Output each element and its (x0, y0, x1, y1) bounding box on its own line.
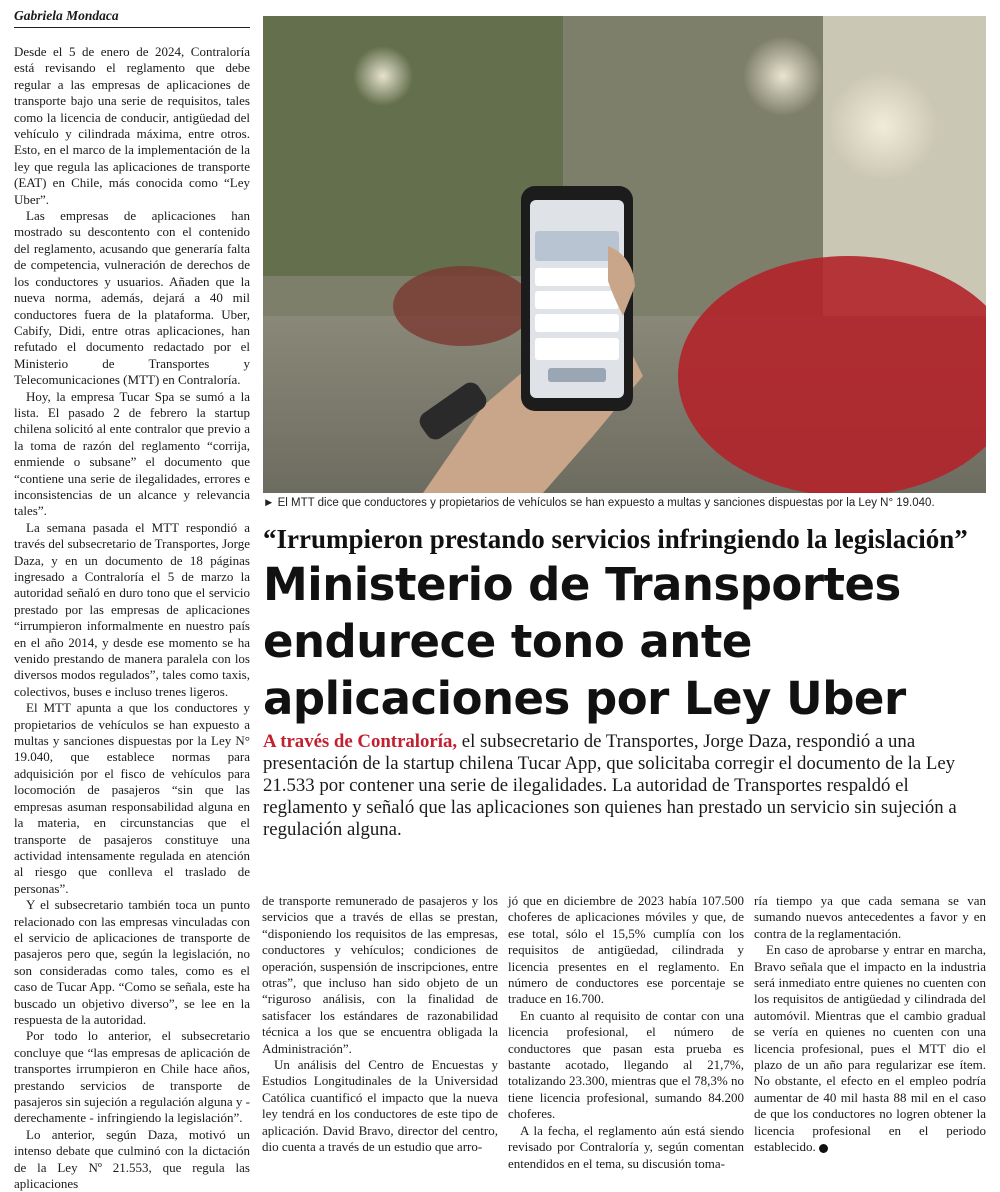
photo-caption: ► El MTT dice que conductores y propietarios de vehículos se han expuesto a multas y sanciones dispuestas por la Ley N° 19.040. (263, 497, 935, 509)
article-column-4 (754, 893, 986, 1156)
article-column-left (14, 44, 250, 1192)
headline: Ministerio de Transportes endurece tono ante aplicaciones por Ley Uber (263, 558, 906, 725)
paragraph: de transporte remunerado de pasajeros y los servicios que a través de ellas se prestan, “disponiendo los requisitos de las empresas, conductores y vehículos; condiciones de operación, suspensión de inscripciones, entre otras”, que incluso han sido objeto de un “riguroso análisis, con la finalidad de satisfacer los estándares de razonabilidad técnica a los que se encuentra obligada la Administración”. (262, 893, 498, 1056)
lead-paragraph (263, 731, 986, 841)
article-column-3 (508, 893, 744, 1172)
paragraph: ría tiempo ya que cada semana se van sumando nuevos antecedentes a favor y en contra de la reglamentación. (754, 893, 986, 941)
paragraph: Las empresas de aplicaciones han mostrado su descontento con el contenido del reglamento, acusando que generaría falta de competencia, vulneración de derechos de los conductores y usuarios. Añaden que la nueva norma, además, dejará a 40 mil conductores fuera de la plataforma. Uber, Cabify, Didi, entre otras aplicaciones, han refutado el documento redactado por el Ministerio de Transportes y Telecomunicaciones (MTT) en Contraloría. (14, 208, 250, 388)
paragraph: El MTT apunta a que los conductores y propietarios de vehículos se han expuesto a multas y sanciones dispuestas por la Ley N° 19.040, que establece normas para adquisición por el fisco de vehículos para locomoción de pasajeros “sin que las empresas asuman responsabilidad alguna en la materia, en circunstancias que el transporte de pasajeros constituye una actividad intensamente regulada en atención al riesgo que conlleva el traslado de personas”. (14, 700, 250, 896)
paragraph: Hoy, la empresa Tucar Spa se sumó a la lista. El pasado 2 de febrero la startup chilena solicitó al ente contralor que previo a la toma de razón del reglamento “corrija, enmiende o subsane” el documento que “contiene una serie de ilegalidades, errores e inconsistencias de un alcance y relevancia tales”. (14, 388, 250, 519)
article-photo (263, 16, 986, 493)
paragraph: Lo anterior, según Daza, motivó un intenso debate que culminó con la dictación de la Ley Nº 21.553, que regula las aplicaciones (14, 1126, 250, 1192)
paragraph-last (754, 942, 986, 1155)
lead-text: el subsecretario de Transportes, Jorge Daza, respondió a una presentación de la startup chilena Tucar App, que solicitaba corregir el documento de la Ley 21.533 por contener una serie de ilegalidades. La autoridad de Transportes respaldó el reglamento y señaló que las aplicaciones son quienes han prestado un servicio sin sujeción a regulación alguna. (263, 731, 957, 840)
paragraph-last-text: En caso de aprobarse y entrar en marcha, Bravo señala que el impacto en la industria será inmediato entre quienes no cuenten con los requisitos de antigüedad y cilindrada del automóvil. Mientras que el cambio gradual se vería en quienes no cuenten con una licencia profesional, pues el MTT dio el plazo de un año para regularizar ese ítem. No obstante, el efecto en el empleo podría aumentar de 40 mil hasta 88 mil en el caso de que los conductores no logren obtener la licencia profesional en el periodo establecido. (754, 942, 986, 1155)
paragraph: Por todo lo anterior, el subsecretario concluye que “las empresas de aplicación de transportes irrumpieron en Chile hace años, prestando servicios de transporte de pasajeros sin sujeción a regulación alguna y - derechamente - infringiendo la legislación”. (14, 1028, 250, 1126)
paragraph: Y el subsecretario también toca un punto relacionado con las empresas vinculadas con el servicio de aplicaciones de transporte de pasajeros pero que, según la legislación, no son consideradas como tales, como es el caso de Tucar App. “Como se señala, este ha buscado un objetivo diverso”, se lee en la respuesta de la autoridad. (14, 897, 250, 1027)
paragraph: A la fecha, el reglamento aún está siendo revisado por Contraloría y, según comentan entendidos en el tema, su discusión toma- (508, 1122, 744, 1171)
paragraph: Desde el 5 de enero de 2024, Contraloría está revisando el reglamento que debe regular a las empresas de aplicaciones de transporte bajo una serie de requisitos, tales como la licencia de conducir, antigüedad del vehículo y cilindrada máxima, entre otros. Esto, en el marco de la implementación de la ley que regula las aplicaciones de transporte (EAT) en Chile, más conocida como “Ley Uber”. (14, 44, 250, 207)
article-column-2 (262, 893, 498, 1156)
phone-in-hand-illustration (263, 16, 986, 493)
paragraph: En cuanto al requisito de contar con una licencia profesional, el número de conductores que pasan esta prueba es bastante acotado, llegando al 21,7%, totalizando 23.300, mientras que el 78,3% no tiene licencia profesional, sumando 84.200 choferes. (508, 1007, 744, 1122)
paragraph: jó que en diciembre de 2023 había 107.500 choferes de aplicaciones móviles y que, de ese total, sólo el 15,5% cumplía con los requisitos de antigüedad, cilindrada y licencia presentes en el reglamento. En número de conductores ese porcentaje se traduce en 16.700. (508, 893, 744, 1007)
byline: Gabriela Mondaca (14, 8, 250, 28)
end-of-article-dot (819, 1144, 828, 1153)
paragraph: Un análisis del Centro de Encuestas y Estudios Longitudinales de la Universidad Católica cuantificó el impacto que la nueva ley tendrá en los conductores de este tipo de aplicación. David Bravo, director del centro, dio cuenta a través de un estudio que arro- (262, 1057, 498, 1155)
kicker-quote: “Irrumpieron prestando servicios infringiendo la legislación” (263, 524, 968, 554)
lead-highlight: A través de Contraloría, (263, 731, 458, 752)
paragraph: La semana pasada el MTT respondió a través del subsecretario de Transportes, Jorge Daza, y en un documento de 18 páginas ingresado a Contraloría el 5 de marzo la autoridad señaló en duro tono que el servicio prestado por las empresas de aplicaciones “irrumpieron informalmente en nuestro país en el año 2014, y desde ese momento se ha venido prestando de manera paralela con los diversos modos regulados”, tales como taxis, colectivos, buses e incluso trenes ligeros. (14, 519, 250, 699)
